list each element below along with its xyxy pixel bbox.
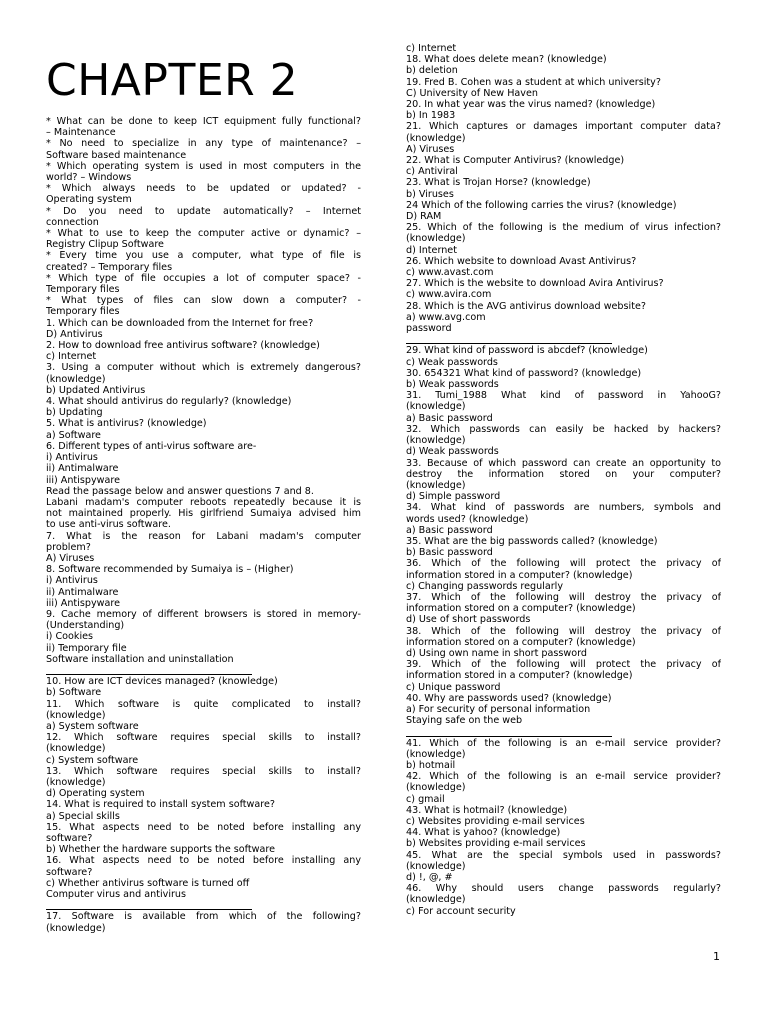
text-line: (knowledge) <box>406 894 466 906</box>
text-line: (knowledge) <box>46 922 106 934</box>
text-line: 31. Tumi_1988 What kind of password in YahooG? <box>406 390 721 402</box>
text-line: b) Updating <box>46 407 103 419</box>
text-line: * Which operating system is used in most computers in the <box>46 160 361 172</box>
text-line: 4. What should antivirus do regularly? (knowledge) <box>46 396 292 408</box>
text-line: * Every time you use a computer, what type of file is <box>46 250 361 262</box>
section-separator <box>406 726 721 737</box>
text-line: (knowledge) <box>406 401 466 413</box>
text-line: (knowledge) <box>46 709 106 721</box>
text-line: 37. Which of the following will destroy the privacy of <box>406 591 721 603</box>
text-line: * What can be done to keep ICT equipment fully functional? <box>46 116 361 127</box>
text-line: c) For account security <box>406 905 516 917</box>
right-column-text <box>406 43 721 917</box>
text-line: (knowledge) <box>406 748 466 760</box>
section-separator <box>406 334 721 345</box>
text-line: * Which type of file occupies a lot of computer space? - <box>46 272 361 284</box>
text-line: 13. Which software requires special skills to install? <box>46 765 361 777</box>
text-line: 8. Software recommended by Sumaiya is – (Higher) <box>46 564 294 576</box>
text-line: b) hotmail <box>406 759 456 771</box>
left-column-text <box>46 116 361 934</box>
text-line: C) University of New Haven <box>406 87 538 99</box>
text-line: 38. Which of the following will destroy the privacy of <box>406 625 721 637</box>
text-line: 7. What is the reason for Labani madam's computer <box>46 530 361 542</box>
text-line: Labani madam's computer reboots repeatedly because it is <box>46 496 361 508</box>
text-line: 12. Which software requires special skills to install? <box>46 732 361 744</box>
text-line: 25. Which of the following is the medium of virus infection? <box>406 222 721 234</box>
text-line: (knowledge) <box>406 479 466 491</box>
text-line: d) !, @, # <box>406 872 453 883</box>
text-line: a) Basic password <box>406 412 493 424</box>
text-line: software? <box>46 866 93 878</box>
text-line: 14. What is required to install system software? <box>46 799 275 811</box>
text-line: iii) Antispyware <box>46 597 120 609</box>
text-line: c) Changing passwords regularly <box>406 580 564 592</box>
text-line: c) Whether antivirus software is turned off <box>46 877 250 889</box>
text-line: 29. What kind of password is abcdef? (knowledge) <box>406 345 648 357</box>
text-line: 40. Why are passwords used? (knowledge) <box>406 692 612 704</box>
text-line: 20. In what year was the virus named? (knowledge) <box>406 99 656 111</box>
text-line: (knowledge) <box>406 435 466 447</box>
text-line: Staying safe on the web <box>406 715 523 727</box>
text-line: (knowledge) <box>406 782 466 794</box>
text-line: information stored in a computer? (knowledge) <box>406 670 633 682</box>
text-line: (knowledge) <box>46 743 106 755</box>
text-line: b) Updated Antivirus <box>46 384 146 396</box>
text-line: 23. What is Trojan Horse? (knowledge) <box>406 177 591 189</box>
text-line: 1. Which can be downloaded from the Internet for free? <box>46 317 314 329</box>
text-line: b) deletion <box>406 65 458 77</box>
text-line: c) www.avast.com <box>406 267 494 279</box>
text-line: ii) Antimalware <box>46 463 119 475</box>
text-line: (knowledge) <box>406 233 466 245</box>
text-line: 30. 654321 What kind of password? (knowledge) <box>406 367 642 379</box>
text-line: i) Antivirus <box>46 452 98 464</box>
section-separator <box>46 900 361 911</box>
text-line: Computer virus and antivirus <box>46 889 187 900</box>
text-line: Temporary files <box>46 284 120 296</box>
text-line: 39. Which of the following will protect the privacy of <box>406 659 721 671</box>
text-line: password <box>406 323 452 335</box>
text-line: a) Software <box>46 429 101 441</box>
text-line: words used? (knowledge) <box>406 513 529 525</box>
text-line: 27. Which is the website to download Avira Antivirus? <box>406 278 664 290</box>
text-line: 26. Which website to download Avast Antivirus? <box>406 255 637 267</box>
text-line: A) Viruses <box>406 143 455 155</box>
text-line: 45. What are the special symbols used in passwords? <box>406 849 721 861</box>
text-line: 22. What is Computer Antivirus? (knowledge) <box>406 155 625 167</box>
text-line: d) Using own name in short password <box>406 647 587 659</box>
text-line: i) Antivirus <box>46 575 98 587</box>
text-line: b) Weak passwords <box>406 379 499 391</box>
text-line: D) RAM <box>406 211 442 223</box>
text-line: * Which always needs to be updated or updated? - <box>46 183 361 195</box>
text-line: not maintained properly. His girlfriend Sumaiya advised him <box>46 508 361 520</box>
text-line: problem? <box>46 541 91 553</box>
text-line: * What to use to keep the computer active or dynamic? – <box>46 228 361 240</box>
text-line: (knowledge) <box>406 132 466 144</box>
text-line: b) In 1983 <box>406 110 456 122</box>
text-line: D) Antivirus <box>46 328 103 340</box>
text-line: created? – Temporary files <box>46 261 173 273</box>
text-line: 24 Which of the following carries the virus? (knowledge) <box>406 199 677 211</box>
text-line: c) gmail <box>406 793 445 805</box>
text-line: information stored on a computer? (knowledge) <box>406 636 636 648</box>
text-line: software? <box>46 832 93 844</box>
text-line: world? – Windows <box>46 172 132 184</box>
text-line: 18. What does delete mean? (knowledge) <box>406 54 607 66</box>
text-line: 11. Which software is quite complicated to install? <box>46 698 361 710</box>
text-line: Software installation and uninstallation <box>46 653 234 665</box>
text-line: a) Special skills <box>46 810 120 822</box>
text-line: Operating system <box>46 194 132 206</box>
text-line: connection <box>46 216 99 228</box>
text-line: 34. What kind of passwords are numbers, symbols and <box>406 502 721 514</box>
text-line: a) For security of personal information <box>406 703 591 715</box>
text-line: a) www.avg.com <box>406 311 486 323</box>
text-line: 3. Using a computer without which is extremely dangerous? <box>46 362 361 374</box>
text-line: a) System software <box>46 720 139 732</box>
text-line: c) Weak passwords <box>406 356 498 368</box>
text-line: 44. What is yahoo? (knowledge) <box>406 827 561 839</box>
text-line: ii) Antimalware <box>46 586 119 598</box>
text-line: 17. Software is available from which of the following? <box>46 911 361 923</box>
text-line: Temporary files <box>46 306 120 318</box>
text-line: 16. What aspects need to be noted before installing any <box>46 855 361 867</box>
text-line: 32. Which passwords can easily be hacked by hackers? <box>406 423 721 435</box>
text-line: c) System software <box>46 754 139 766</box>
text-line: b) Software <box>46 687 102 699</box>
text-line: – Maintenance <box>46 127 116 139</box>
text-line: b) Basic password <box>406 547 493 559</box>
text-line: 28. Which is the AVG antivirus download website? <box>406 300 646 312</box>
text-line: c) www.avira.com <box>406 289 492 301</box>
text-line: (Understanding) <box>46 620 125 632</box>
text-line: 41. Which of the following is an e-mail service provider? <box>406 737 721 749</box>
text-line: 2. How to download free antivirus software? (knowledge) <box>46 340 320 352</box>
text-line: 5. What is antivirus? (knowledge) <box>46 418 207 430</box>
section-separator <box>46 665 361 676</box>
text-line: 9. Cache memory of different browsers is stored in memory- <box>46 608 361 620</box>
text-line: * Do you need to update automatically? – Internet <box>46 205 361 217</box>
text-line: 35. What are the big passwords called? (knowledge) <box>406 535 658 547</box>
text-line: 6. Different types of anti-virus software are- <box>46 440 257 452</box>
right-column <box>406 43 721 917</box>
text-line: information stored on a computer? (knowledge) <box>406 603 636 615</box>
text-line: 36. Which of the following will protect the privacy of <box>406 558 721 570</box>
text-line: Read the passage below and answer questions 7 and 8. <box>46 485 314 497</box>
text-line: 21. Which captures or damages important computer data? <box>406 121 721 133</box>
text-line: information stored in a computer? (knowledge) <box>406 569 633 581</box>
text-line: d) Weak passwords <box>406 446 499 458</box>
text-line: ii) Temporary file <box>46 642 127 654</box>
text-line: (knowledge) <box>406 860 466 872</box>
text-line: i) Cookies <box>46 631 94 643</box>
text-line: destroy the information stored on your computer? <box>406 468 721 480</box>
text-line: d) Internet <box>406 244 457 256</box>
page-number: 1 <box>713 950 720 963</box>
text-line: c) Internet <box>46 351 97 363</box>
text-line: 43. What is hotmail? (knowledge) <box>406 804 568 816</box>
text-line: * No need to specialize in any type of maintenance? – <box>46 138 361 150</box>
text-line: 42. Which of the following is an e-mail service provider? <box>406 771 721 783</box>
text-line: Registry Clipup Software <box>46 239 164 251</box>
text-line: 46. Why should users change passwords regularly? <box>406 883 721 895</box>
text-line: c) Antiviral <box>406 166 458 178</box>
text-line: d) Use of short passwords <box>406 614 531 626</box>
text-line: d) Operating system <box>46 788 145 800</box>
text-line: c) Internet <box>406 43 457 54</box>
text-line: iii) Antispyware <box>46 474 120 486</box>
text-line: (knowledge) <box>46 373 106 385</box>
chapter-title: CHAPTER 2 <box>46 55 299 106</box>
text-line: b) Whether the hardware supports the software <box>46 844 275 856</box>
text-line: c) Websites providing e-mail services <box>406 815 585 827</box>
text-line: A) Viruses <box>46 552 95 564</box>
text-line: a) Basic password <box>406 524 493 536</box>
text-line: * What types of files can slow down a computer? - <box>46 295 361 307</box>
text-line: b) Viruses <box>406 188 454 200</box>
text-line: 33. Because of which password can create an opportunity to <box>406 457 721 469</box>
text-line: 19. Fred B. Cohen was a student at which university? <box>406 76 661 88</box>
text-line: 15. What aspects need to be noted before installing any <box>46 821 361 833</box>
text-line: Software based maintenance <box>46 149 187 161</box>
text-line: to use anti-virus software. <box>46 519 171 531</box>
text-line: b) Websites providing e-mail services <box>406 838 586 850</box>
text-line: c) Unique password <box>406 681 501 693</box>
text-line: d) Simple password <box>406 491 501 503</box>
text-line: 10. How are ICT devices managed? (knowledge) <box>46 676 278 688</box>
text-line: (knowledge) <box>46 776 106 788</box>
